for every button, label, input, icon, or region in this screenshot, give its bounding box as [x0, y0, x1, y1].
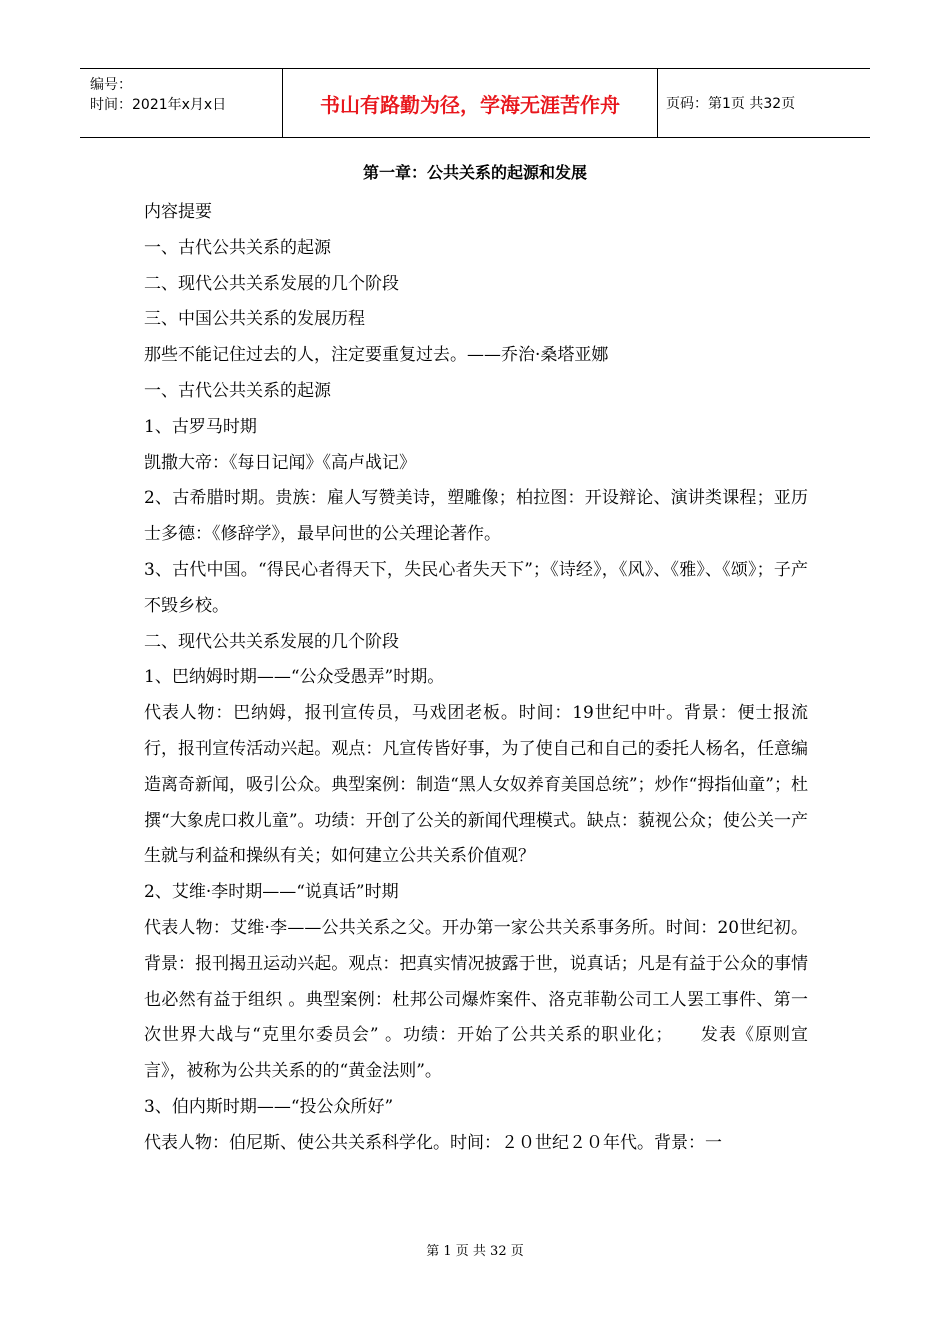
paragraph: 1、古罗马时期 — [144, 416, 257, 437]
paragraph: 代表人物：伯尼斯、使公共关系科学化。时间：２０世纪２０年代。背景：一 — [144, 1132, 722, 1153]
page-header — [80, 68, 870, 138]
paragraph: 1、巴纳姆时期——“公众受愚弄”时期。 — [144, 667, 445, 688]
section-heading: 二、现代公共关系发展的几个阶段 — [144, 631, 399, 652]
chapter-title: 第一章：公共关系的起源和发展 — [362, 163, 587, 182]
paragraph: 3、古代中国。“得民心者得天下，失民心者失天下”；《诗经》，《风》、《雅》、《颂》；子产不毁乡校。 — [144, 559, 808, 616]
paragraph: 2、古希腊时期。贵族：雇人写赞美诗，塑雕像；柏拉图：开设辩论、演讲类课程；亚历士多德：《修辞学》，最早问世的公关理论著作。 — [144, 488, 808, 545]
time-label: 时间：2021年x月x日 — [90, 97, 227, 113]
header-motto: 书山有路勤为径，学海无涯苦作舟 — [282, 69, 658, 137]
paragraph: 2、艾维·李时期——“说真话”时期 — [144, 882, 399, 903]
paragraph: 代表人物：巴纳姆，报刊宣传员，马戏团老板。时间：19世纪中叶。背景：便士报流行，报刊宣传活动兴起。观点：凡宣传皆好事，为了使自己和自己的委托人杨名，任意编造离奇新闻，吸引公众。典型案例：制造“黑人女奴养育美国总统”；炒作“拇指仙童”；杜撰“大象虎口救儿童”。功绩：开创了公关的新闻代理模式。缺点：藐视公众；使公关一产生就与利益和操纵有关；如何建立公共关系价值观？ — [144, 703, 808, 867]
paragraph: 凯撒大帝：《每日记闻》《高卢战记》 — [144, 452, 416, 473]
paragraph: 三、中国公共关系的发展历程 — [144, 309, 365, 330]
paragraph: 内容提要 — [144, 202, 212, 222]
paragraph: 一、古代公共关系的起源 — [144, 237, 331, 258]
paragraph: 代表人物：艾维·李——公共关系之父。开办第一家公共关系事务所。时间：20世纪初。背景：报刊揭丑运动兴起。观点：把真实情况披露于世，说真话；凡是有益于公众的事情也必然有益于组织 。典型案例：杜邦公司爆炸案件、洛克菲勒公司工人罢工事件、第一次世界大战与“克里尔委员会” 。功绩：开始了公共关系的职业化； 发表《原则宣言》，被称为公共关系的的“黄金法则”。 — [144, 917, 808, 1082]
paragraph: 二、现代公共关系发展的几个阶段 — [144, 273, 399, 294]
quote: 那些不能记住过去的人，注定要重复过去。——乔治·桑塔亚娜 — [144, 345, 609, 366]
header-info — [80, 69, 282, 137]
number-label: 编号： — [90, 77, 132, 93]
document-body — [144, 195, 808, 1162]
paragraph: 3、伯内斯时期——“投公众所好” — [144, 1096, 394, 1117]
section-heading: 一、古代公共关系的起源 — [144, 380, 331, 401]
header-page-code: 页码：第1页 共32页 — [666, 96, 796, 112]
page-footer: 第 1 页 共 32 页 — [426, 1244, 524, 1259]
